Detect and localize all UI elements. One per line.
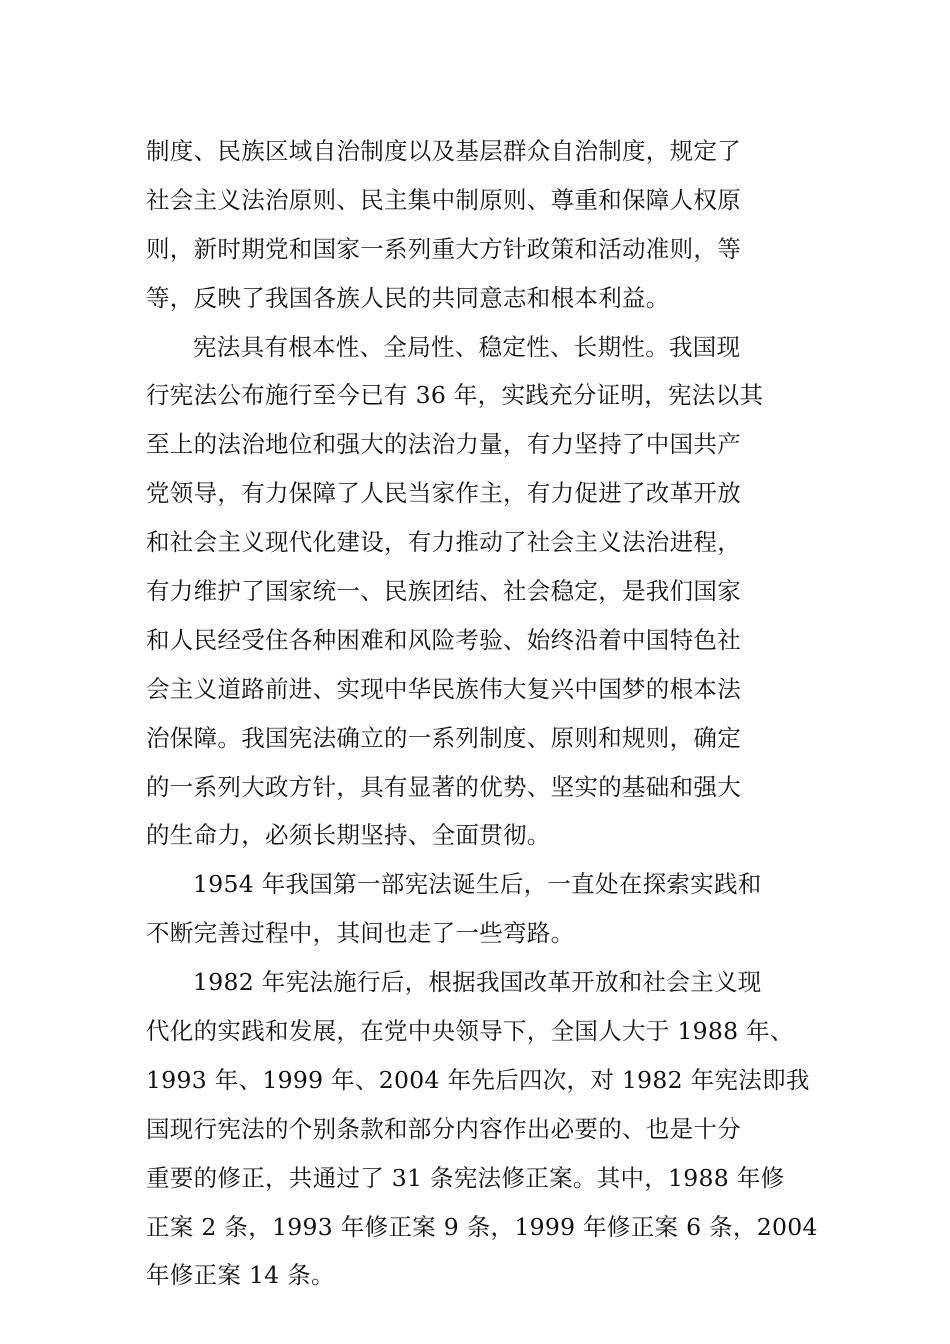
text-line: 1982 年宪法施行后，根据我国改革开放和社会主义现 (193, 968, 762, 997)
text-line: 的生命力，必须长期坚持、全面贯彻。 (146, 821, 551, 850)
text-line: 行宪法公布施行至今已有 36 年，实践充分证明，宪法以其 (146, 381, 764, 410)
text-line: 社会主义法治原则、民主集中制原则、尊重和保障人权原 (146, 185, 741, 214)
text-line: 代化的实践和发展，在党中央领导下，全国人大于 1988 年、 (146, 1017, 794, 1046)
text-line: 治保障。我国宪法确立的一系列制度、原则和规则，确定 (146, 723, 741, 752)
text-line: 和社会主义现代化建设，有力推动了社会主义法治进程， (146, 528, 741, 557)
text-line: 宪法具有根本性、全局性、稳定性、长期性。我国现 (193, 332, 741, 361)
text-line: 党领导，有力保障了人民当家作主，有力促进了改革开放 (146, 479, 741, 508)
text-line: 的一系列大政方针，具有显著的优势、坚实的基础和强大 (146, 772, 741, 801)
text-line: 至上的法治地位和强大的法治力量，有力坚持了中国共产 (146, 430, 741, 459)
text-line: 会主义道路前进、实现中华民族伟大复兴中国梦的根本法 (146, 674, 741, 703)
text-line: 则，新时期党和国家一系列重大方针政策和活动准则，等 (146, 234, 741, 263)
text-line: 等，反映了我国各族人民的共同意志和根本利益。 (146, 283, 670, 312)
text-line: 重要的修正，共通过了 31 条宪法修正案。其中，1988 年修 (146, 1163, 785, 1192)
text-line: 正案 2 条，1993 年修正案 9 条，1999 年修正案 6 条，2004 (146, 1212, 818, 1241)
text-line: 有力维护了国家统一、民族团结、社会稳定，是我们国家 (146, 577, 741, 606)
text-line: 1993 年、1999 年、2004 年先后四次，对 1982 年宪法即我 (146, 1065, 810, 1094)
text-line: 和人民经受住各种困难和风险考验、始终沿着中国特色社 (146, 625, 741, 654)
text-line: 1954 年我国第一部宪法诞生后，一直处在探索实践和 (193, 870, 762, 899)
text-line: 不断完善过程中，其间也走了一些弯路。 (146, 919, 575, 948)
text-line: 年修正案 14 条。 (146, 1261, 335, 1290)
body-text (146, 127, 846, 1300)
text-line: 国现行宪法的个别条款和部分内容作出必要的、也是十分 (146, 1114, 741, 1143)
text-line: 制度、民族区域自治制度以及基层群众自治制度，规定了 (146, 137, 741, 165)
